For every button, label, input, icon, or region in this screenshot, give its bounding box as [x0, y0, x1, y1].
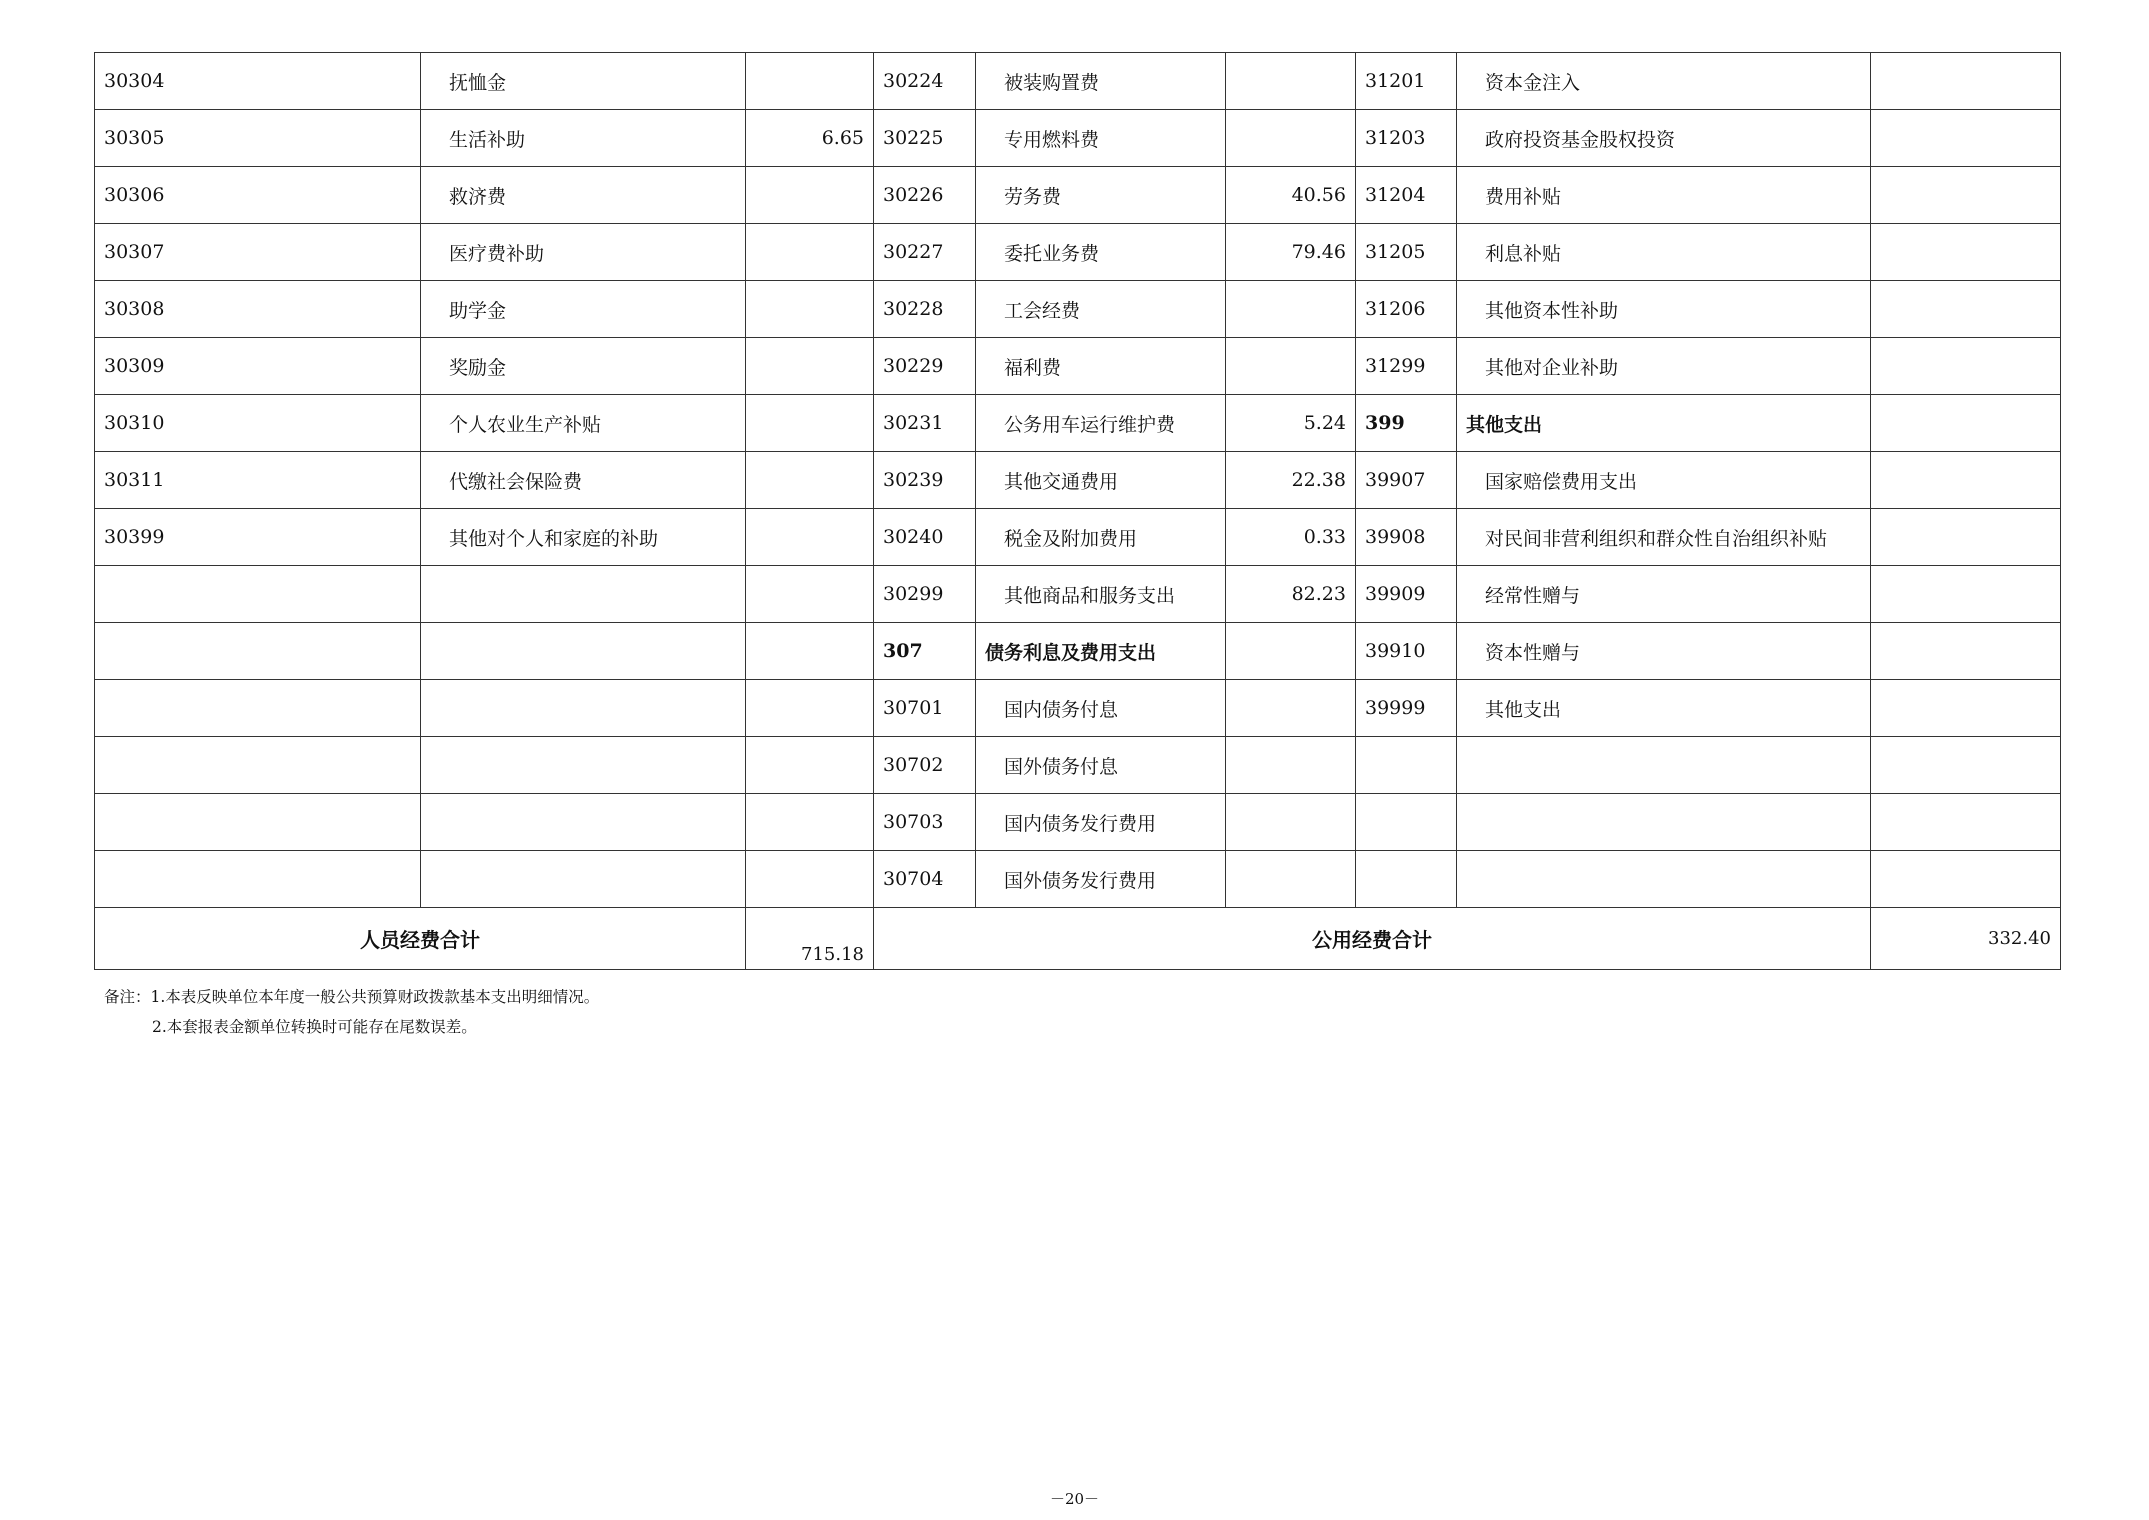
- name-cell: 助学金: [421, 281, 746, 338]
- value-cell: [1226, 794, 1356, 851]
- code-cell: 30703: [874, 794, 976, 851]
- value-cell: [1871, 167, 2061, 224]
- name-cell: 其他支出: [1457, 680, 1871, 737]
- table-row: [95, 680, 2061, 737]
- code-cell: 30702: [874, 737, 976, 794]
- code-cell: [1356, 737, 1457, 794]
- code-cell: 30308: [95, 281, 421, 338]
- value-cell: [746, 281, 874, 338]
- code-cell: 30227: [874, 224, 976, 281]
- table-row: [95, 509, 2061, 566]
- code-cell: [95, 566, 421, 623]
- table-row: [95, 167, 2061, 224]
- name-cell: 代缴社会保险费: [421, 452, 746, 509]
- notes: [104, 982, 599, 1042]
- value-cell: [1871, 794, 2061, 851]
- value-cell: [746, 53, 874, 110]
- personnel-total-label: 人员经费合计: [95, 908, 746, 970]
- name-cell: 政府投资基金股权投资: [1457, 110, 1871, 167]
- code-cell: [95, 623, 421, 680]
- name-cell: 费用补贴: [1457, 167, 1871, 224]
- name-cell: 奖励金: [421, 338, 746, 395]
- code-cell: 31203: [1356, 110, 1457, 167]
- value-cell: [1871, 509, 2061, 566]
- value-cell: [1871, 851, 2061, 908]
- value-cell: [1226, 338, 1356, 395]
- note-line-1: 备注：1.本表反映单位本年度一般公共预算财政拨款基本支出明细情况。: [104, 988, 600, 1006]
- value-cell: [1871, 110, 2061, 167]
- value-cell: [1226, 737, 1356, 794]
- table-row: [95, 737, 2061, 794]
- name-cell: 国外债务发行费用: [976, 851, 1226, 908]
- code-cell: 30299: [874, 566, 976, 623]
- value-cell: [1226, 53, 1356, 110]
- code-cell: [95, 851, 421, 908]
- code-cell: [1356, 794, 1457, 851]
- code-cell: 30229: [874, 338, 976, 395]
- code-cell: 31206: [1356, 281, 1457, 338]
- name-cell: [421, 794, 746, 851]
- name-cell: 抚恤金: [421, 53, 746, 110]
- name-cell: 其他交通费用: [976, 452, 1226, 509]
- name-cell: 资本性赠与: [1457, 623, 1871, 680]
- value-cell: [746, 737, 874, 794]
- value-cell: [746, 224, 874, 281]
- name-cell: 经常性赠与: [1457, 566, 1871, 623]
- name-cell: 生活补助: [421, 110, 746, 167]
- value-cell: [746, 509, 874, 566]
- name-cell: 资本金注入: [1457, 53, 1871, 110]
- code-cell: 31205: [1356, 224, 1457, 281]
- name-cell: 个人农业生产补贴: [421, 395, 746, 452]
- name-cell: 被装购置费: [976, 53, 1226, 110]
- value-cell: [1871, 53, 2061, 110]
- name-cell: [421, 737, 746, 794]
- name-cell: 专用燃料费: [976, 110, 1226, 167]
- value-cell: [746, 566, 874, 623]
- code-cell: 39908: [1356, 509, 1457, 566]
- code-cell: 30701: [874, 680, 976, 737]
- code-cell: 39909: [1356, 566, 1457, 623]
- value-cell: [1871, 737, 2061, 794]
- name-cell: [1457, 851, 1871, 908]
- value-cell: [1871, 224, 2061, 281]
- code-cell: 30228: [874, 281, 976, 338]
- name-cell: 其他支出: [1457, 395, 1871, 452]
- budget-expense-table: [94, 52, 2061, 970]
- code-cell: 30225: [874, 110, 976, 167]
- value-cell: [1871, 680, 2061, 737]
- name-cell: 债务利息及费用支出: [976, 623, 1226, 680]
- value-cell: [1871, 281, 2061, 338]
- value-cell: [746, 395, 874, 452]
- value-cell: [1871, 338, 2061, 395]
- name-cell: [421, 680, 746, 737]
- name-cell: [421, 566, 746, 623]
- code-cell: 31299: [1356, 338, 1457, 395]
- totals-row: [95, 908, 2061, 970]
- name-cell: 福利费: [976, 338, 1226, 395]
- code-cell: 39999: [1356, 680, 1457, 737]
- table-row: [95, 794, 2061, 851]
- value-cell: [746, 167, 874, 224]
- name-cell: 对民间非营利组织和群众性自治组织补贴: [1457, 509, 1871, 566]
- name-cell: 利息补贴: [1457, 224, 1871, 281]
- value-cell: [1871, 395, 2061, 452]
- code-cell: [1356, 851, 1457, 908]
- value-cell: [1226, 623, 1356, 680]
- name-cell: [421, 851, 746, 908]
- note-line-2: 2.本套报表金额单位转换时可能存在尾数误差。: [152, 1018, 477, 1036]
- value-cell: [746, 338, 874, 395]
- code-cell: 30240: [874, 509, 976, 566]
- code-cell: 30305: [95, 110, 421, 167]
- page-number: －20－: [1049, 1490, 1100, 1508]
- value-cell: 0.33: [1226, 509, 1356, 566]
- value-cell: [1226, 281, 1356, 338]
- table-row: [95, 53, 2061, 110]
- code-cell: 30310: [95, 395, 421, 452]
- name-cell: 国内债务付息: [976, 680, 1226, 737]
- code-cell: [95, 680, 421, 737]
- value-cell: [1226, 110, 1356, 167]
- name-cell: 其他对企业补助: [1457, 338, 1871, 395]
- code-cell: 30224: [874, 53, 976, 110]
- value-cell: 5.24: [1226, 395, 1356, 452]
- value-cell: [746, 851, 874, 908]
- name-cell: 国外债务付息: [976, 737, 1226, 794]
- code-cell: 30309: [95, 338, 421, 395]
- name-cell: 救济费: [421, 167, 746, 224]
- table-row: [95, 395, 2061, 452]
- code-cell: 30304: [95, 53, 421, 110]
- name-cell: 国内债务发行费用: [976, 794, 1226, 851]
- table-row: [95, 224, 2061, 281]
- name-cell: 医疗费补助: [421, 224, 746, 281]
- value-cell: [746, 623, 874, 680]
- code-cell: [95, 737, 421, 794]
- personnel-total-value: 715.18: [746, 908, 874, 970]
- table-row: [95, 851, 2061, 908]
- value-cell: [746, 680, 874, 737]
- name-cell: 税金及附加费用: [976, 509, 1226, 566]
- table-row: [95, 452, 2061, 509]
- code-cell: 39907: [1356, 452, 1457, 509]
- public-total-label: 公用经费合计: [874, 908, 1871, 970]
- code-cell: 30231: [874, 395, 976, 452]
- table-row: [95, 623, 2061, 680]
- name-cell: 公务用车运行维护费: [976, 395, 1226, 452]
- table-row: [95, 281, 2061, 338]
- name-cell: 其他资本性补助: [1457, 281, 1871, 338]
- name-cell: [421, 623, 746, 680]
- table-row: [95, 566, 2061, 623]
- value-cell: [1871, 452, 2061, 509]
- code-cell: 31201: [1356, 53, 1457, 110]
- value-cell: 82.23: [1226, 566, 1356, 623]
- value-cell: [746, 794, 874, 851]
- value-cell: [1871, 623, 2061, 680]
- code-cell: 399: [1356, 395, 1457, 452]
- code-cell: 30704: [874, 851, 976, 908]
- code-cell: 30306: [95, 167, 421, 224]
- name-cell: 国家赔偿费用支出: [1457, 452, 1871, 509]
- code-cell: 39910: [1356, 623, 1457, 680]
- code-cell: 30239: [874, 452, 976, 509]
- value-cell: [1226, 851, 1356, 908]
- value-cell: 79.46: [1226, 224, 1356, 281]
- name-cell: [1457, 737, 1871, 794]
- value-cell: 6.65: [746, 110, 874, 167]
- name-cell: 其他商品和服务支出: [976, 566, 1226, 623]
- code-cell: 30226: [874, 167, 976, 224]
- table-row: [95, 338, 2061, 395]
- code-cell: 30311: [95, 452, 421, 509]
- code-cell: 31204: [1356, 167, 1457, 224]
- value-cell: 22.38: [1226, 452, 1356, 509]
- value-cell: [1226, 680, 1356, 737]
- name-cell: 其他对个人和家庭的补助: [421, 509, 746, 566]
- code-cell: 30399: [95, 509, 421, 566]
- name-cell: 委托业务费: [976, 224, 1226, 281]
- name-cell: 工会经费: [976, 281, 1226, 338]
- name-cell: [1457, 794, 1871, 851]
- public-total-value: 332.40: [1871, 908, 2061, 970]
- value-cell: 40.56: [1226, 167, 1356, 224]
- name-cell: 劳务费: [976, 167, 1226, 224]
- code-cell: 307: [874, 623, 976, 680]
- code-cell: 30307: [95, 224, 421, 281]
- value-cell: [1871, 566, 2061, 623]
- table-row: [95, 110, 2061, 167]
- value-cell: [746, 452, 874, 509]
- code-cell: [95, 794, 421, 851]
